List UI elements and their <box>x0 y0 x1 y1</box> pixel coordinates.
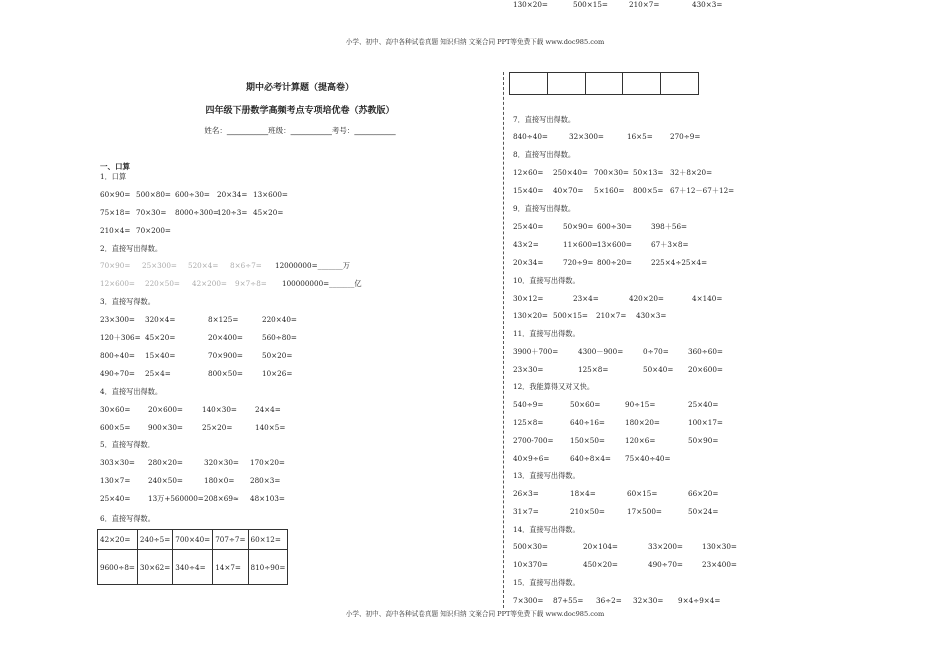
math-item: 20×600= <box>148 405 183 414</box>
math-item: 60×15= <box>627 489 658 498</box>
math-item: 12×600= <box>100 279 135 288</box>
math-item: 45×20= <box>253 208 284 217</box>
math-item: 43×2= <box>513 240 539 249</box>
math-item: 20×104= <box>583 542 618 551</box>
math-item: 398＋56= <box>651 222 688 231</box>
math-item: 33×200= <box>648 542 683 551</box>
math-item: 25×4= <box>145 369 171 378</box>
question-title: 13．直接写出得数。 <box>513 471 580 480</box>
math-item: 67＋12－67＋12= <box>670 186 735 195</box>
table-cell: 30×62= <box>137 550 172 585</box>
math-item: 280×3= <box>250 476 281 485</box>
math-item: 5×160= <box>594 186 625 195</box>
math-item: 9×4÷9×4= <box>678 596 721 605</box>
exam-title: 期中必考计算题（提高卷） <box>245 83 354 93</box>
math-item: 75×18= <box>100 208 131 217</box>
exam-subtitle: 四年级下册数学高频考点专项培优卷（苏教版） <box>205 106 395 116</box>
question-title: 7．直接写出得数。 <box>513 115 576 124</box>
math-item: 50×20= <box>262 351 293 360</box>
math-item: 520×4= <box>188 261 219 270</box>
math-item: 10×370= <box>513 560 548 569</box>
math-item: 180×20= <box>625 418 660 427</box>
math-item: 31×7= <box>513 507 539 516</box>
math-item: 360÷60= <box>688 347 723 356</box>
math-item: 303×30= <box>100 458 135 467</box>
math-item: 210×4= <box>100 226 131 235</box>
math-item: 720÷9= <box>563 258 594 267</box>
math-item: 12000000=_______万 <box>275 261 350 270</box>
math-item: 800×5= <box>633 186 664 195</box>
math-item: 130×7= <box>100 476 131 485</box>
math-item: 140×5= <box>255 423 286 432</box>
math-item: 450×20= <box>583 560 618 569</box>
math-item: 8×6÷7= <box>230 261 262 270</box>
math-item: 23×4= <box>573 294 599 303</box>
math-item: 90÷15= <box>625 400 656 409</box>
math-item: 430×3= <box>692 0 723 9</box>
table-cell: 9600÷8= <box>98 550 138 585</box>
math-item: 208×69≈ <box>204 494 239 503</box>
math-item: 220×50= <box>145 279 180 288</box>
math-item: 32×300= <box>569 132 604 141</box>
math-item: 26×3= <box>513 489 539 498</box>
math-item: 130×20= <box>513 0 548 9</box>
question-title: 2．直接写出得数。 <box>100 244 163 253</box>
math-item: 70×30= <box>136 208 167 217</box>
math-item: 100×17= <box>688 418 723 427</box>
math-item: 700×30= <box>594 168 629 177</box>
table-cell: 700×40= <box>173 530 213 550</box>
math-item: 36÷2= <box>596 596 622 605</box>
math-item: 24×4= <box>255 405 281 414</box>
math-item: 50×90= <box>688 436 719 445</box>
math-item: 125×8= <box>513 418 544 427</box>
question-title: 3．直接写得数。 <box>100 297 155 306</box>
question-title: 8．直接写出得数。 <box>513 150 576 159</box>
question-title: 9．直接写出得数。 <box>513 204 576 213</box>
math-item: 70×900= <box>208 351 243 360</box>
math-item: 9×7÷8= <box>235 279 267 288</box>
math-item: 320×30= <box>204 458 239 467</box>
math-item: 500×15= <box>553 311 588 320</box>
math-item: 430×3= <box>636 311 667 320</box>
math-item: 23×400= <box>702 560 737 569</box>
math-item: 87+55= <box>553 596 584 605</box>
math-item: 840÷40= <box>513 132 548 141</box>
math-item: 800÷40= <box>100 351 135 360</box>
table-cell <box>623 73 661 95</box>
math-item: 66×20= <box>688 489 719 498</box>
table-cell: 14×7= <box>213 550 248 585</box>
math-item: 11×600= <box>563 240 598 249</box>
math-item: 250×40= <box>553 168 588 177</box>
math-item: 48×103= <box>250 494 285 503</box>
math-item: 500×80= <box>136 190 171 199</box>
question-title: 10．直接写出得数。 <box>513 276 580 285</box>
math-item: 490÷70= <box>648 560 683 569</box>
table-cell <box>585 73 623 95</box>
question-title: 11．直接写出得数。 <box>513 329 580 338</box>
math-item: 640÷8×4= <box>570 454 611 463</box>
header-note: 小学、初中、高中各种试卷真题 知识归纳 文案合同 PPT等免费下载 www.doc985.com <box>345 38 605 46</box>
math-item: 12×60= <box>513 168 544 177</box>
math-item: 420×20= <box>629 294 664 303</box>
math-item: 50×24= <box>688 507 719 516</box>
math-item: 225×4÷25×4= <box>651 258 708 267</box>
math-item: 30×60= <box>100 405 131 414</box>
math-item: 320×4= <box>145 315 176 324</box>
math-item: 120÷3= <box>217 208 248 217</box>
math-item: 220×40= <box>262 315 297 324</box>
q6-table <box>97 529 288 585</box>
math-item: 540÷9= <box>513 400 544 409</box>
math-item: 640÷16= <box>570 418 605 427</box>
table-cell: 340÷4= <box>173 550 213 585</box>
math-item: 20×34= <box>217 190 248 199</box>
question-title: 12．我能算得又对又快。 <box>513 382 595 391</box>
math-item: 25×300= <box>142 261 177 270</box>
question-title: 14．直接写出得数。 <box>513 525 580 534</box>
math-item: 8×125= <box>208 315 239 324</box>
math-item: 130×30= <box>702 542 737 551</box>
math-item: 150×50= <box>570 436 605 445</box>
math-item: 490÷70= <box>100 369 135 378</box>
math-item: 500×15= <box>573 0 608 9</box>
math-item: 120×6= <box>625 436 656 445</box>
footer-note: 小学、初中、高中各种试卷真题 知识归纳 文案合同 PPT等免费下载 www.doc985.com <box>345 610 605 618</box>
math-item: 7×300= <box>513 596 544 605</box>
math-item: 25×20= <box>202 423 233 432</box>
math-item: 50×13= <box>633 168 664 177</box>
math-item: 15×40= <box>145 351 176 360</box>
math-item: 23×300= <box>100 315 135 324</box>
math-item: 100000000=_______亿 <box>282 279 362 288</box>
question-title: 1．口算 <box>100 172 127 181</box>
math-item: 75×40÷40= <box>625 454 671 463</box>
math-item: 600÷30= <box>597 222 632 231</box>
math-item: 32＋8×20= <box>670 168 713 177</box>
math-item: 50×90= <box>563 222 594 231</box>
table-cell: 240÷5= <box>137 530 172 550</box>
math-item: 13×600= <box>253 190 288 199</box>
math-item: 240×50= <box>148 476 183 485</box>
math-item: 13×600= <box>597 240 632 249</box>
math-item: 560÷80= <box>262 333 297 342</box>
q6-title: 6．直接写得数。 <box>100 514 155 523</box>
math-item: 600×5= <box>100 423 131 432</box>
question-title: 4．直接写出得数。 <box>100 387 163 396</box>
table-cell: 707÷7= <box>213 530 248 550</box>
math-item: 70×90= <box>100 261 131 270</box>
math-item: 60×90= <box>100 190 131 199</box>
math-item: 45×20= <box>145 333 176 342</box>
table-cell: 810÷90= <box>248 550 288 585</box>
math-item: 50×60= <box>570 400 601 409</box>
math-item: 25×40= <box>688 400 719 409</box>
math-item: 15×40= <box>513 186 544 195</box>
math-item: 4×140= <box>692 294 723 303</box>
math-item: 40×9÷6= <box>513 454 550 463</box>
math-item: 67＋3×8= <box>651 240 689 249</box>
question-title: 15．直接写出得数。 <box>513 578 580 587</box>
math-item: 8000÷300= <box>175 208 220 217</box>
math-item: 32×30= <box>633 596 664 605</box>
math-item: 500×30= <box>513 542 548 551</box>
math-item: 30×12= <box>513 294 544 303</box>
page-divider <box>503 72 504 608</box>
math-item: 16×5= <box>627 132 653 141</box>
math-item: 18×4= <box>570 489 596 498</box>
student-info-bar: 姓名：___________班级：___________考号：___________ <box>204 126 396 135</box>
math-item: 4300－900= <box>578 347 624 356</box>
math-item: 25×40= <box>100 494 131 503</box>
table-cell <box>547 73 585 95</box>
math-item: 23×30= <box>513 365 544 374</box>
math-item: 10×26= <box>262 369 293 378</box>
answer-grid-empty <box>509 72 699 95</box>
math-item: 800×50= <box>208 369 243 378</box>
math-item: 130×20= <box>513 311 548 320</box>
math-item: 70×200= <box>136 226 171 235</box>
math-item: 25×40= <box>513 222 544 231</box>
math-item: 900×30= <box>148 423 183 432</box>
math-item: 600÷30= <box>175 190 210 199</box>
question-title: 5．直接写得数． <box>100 440 155 449</box>
math-item: 125×8= <box>578 365 609 374</box>
table-cell: 60×12= <box>248 530 288 550</box>
math-item: 40×70= <box>553 186 584 195</box>
math-item: 210×7= <box>629 0 660 9</box>
math-item: 50×40= <box>643 365 674 374</box>
math-item: 280×20= <box>148 458 183 467</box>
math-item: 800÷20= <box>597 258 632 267</box>
table-cell: 42×20= <box>98 530 138 550</box>
math-item: 20×34= <box>513 258 544 267</box>
table-cell <box>661 73 699 95</box>
math-item: 120＋306= <box>100 333 141 342</box>
math-item: 270÷9= <box>670 132 701 141</box>
math-item: 210×50= <box>570 507 605 516</box>
math-item: 210×7= <box>596 311 627 320</box>
math-item: 20×600= <box>688 365 723 374</box>
math-item: 2700-700= <box>513 436 554 445</box>
math-item: 140×30= <box>202 405 237 414</box>
math-item: 3900＋700= <box>513 347 559 356</box>
table-cell <box>510 73 548 95</box>
math-item: 170×20= <box>250 458 285 467</box>
math-item: 0÷70= <box>643 347 669 356</box>
math-item: 20×400= <box>208 333 243 342</box>
math-item: 42×200= <box>192 279 227 288</box>
math-item: 17×500= <box>627 507 662 516</box>
math-item: 180×0= <box>204 476 235 485</box>
math-item: 13万+560000= <box>148 494 204 503</box>
section-title: 一、口算 <box>100 162 130 171</box>
